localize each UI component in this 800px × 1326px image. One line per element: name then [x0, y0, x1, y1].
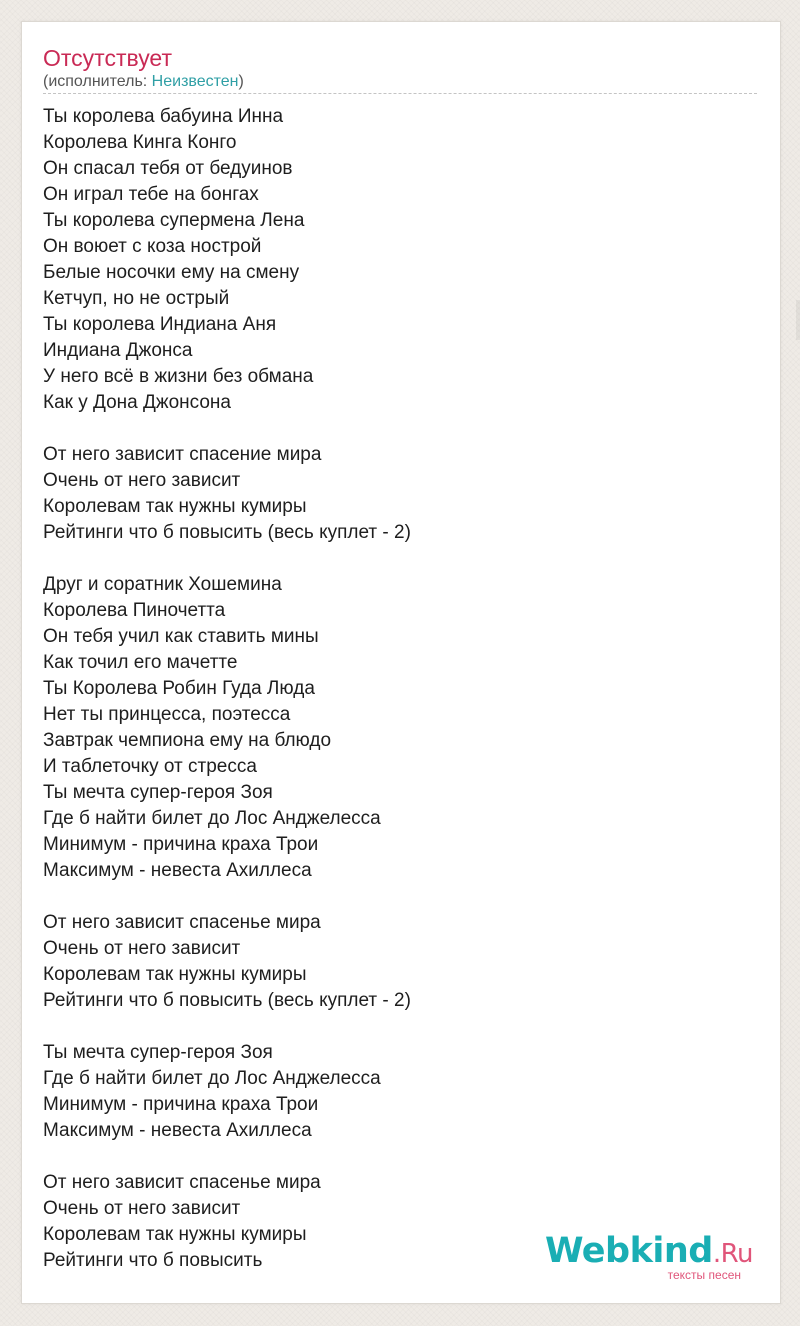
- logo-domain-suffix: .Ru: [712, 1239, 753, 1269]
- lyric-line: Индиана Джонса: [43, 340, 193, 361]
- lyric-line: Рейтинги что б повысить (весь куплет - 2): [43, 522, 411, 543]
- lyric-line: Рейтинги что б повысить: [43, 1250, 263, 1271]
- lyric-line: Как у Дона Джонсона: [43, 392, 231, 413]
- artist-prefix: (исполнитель:: [43, 73, 152, 90]
- artist-link[interactable]: Неизвестен: [151, 73, 239, 90]
- lyric-line: Он воюет с коза нострой: [43, 236, 262, 257]
- lyric-line: Максимум - невеста Ахиллеса: [43, 1120, 312, 1141]
- lyric-line: Максимум - невеста Ахиллеса: [43, 860, 312, 881]
- lyric-line: Ты королева бабуина Инна: [43, 106, 284, 127]
- lyric-line: У него всё в жизни без обмана: [43, 366, 314, 387]
- lyric-line: Где б найти билет до Лос Анджелесса: [43, 808, 381, 829]
- page-edge-shadow: [796, 300, 800, 340]
- logo-tagline: тексты песен: [667, 1268, 741, 1282]
- stanza-break: [43, 1014, 743, 1040]
- lyric-line: Ты Королева Робин Гуда Люда: [43, 678, 315, 699]
- artist-suffix: ): [238, 73, 244, 90]
- lyric-line: Ты мечта супер-героя Зоя: [43, 1042, 273, 1063]
- stanza-break: [43, 416, 743, 442]
- lyric-line: Очень от него зависит: [43, 938, 241, 959]
- lyric-line: Королевам так нужны кумиры: [43, 964, 307, 985]
- lyric-line: Друг и соратник Хошемина: [43, 574, 282, 595]
- lyric-line: От него зависит спасенье мира: [43, 1172, 321, 1193]
- lyric-line: Королевам так нужны кумиры: [43, 496, 307, 517]
- lyric-line: Королевам так нужны кумиры: [43, 1224, 307, 1245]
- stanza-break: [43, 1144, 743, 1170]
- title-divider: [43, 93, 757, 94]
- logo-main-text: Webkind: [544, 1231, 713, 1271]
- lyrics-card: [21, 21, 781, 1304]
- lyric-line: Ты королева супермена Лена: [43, 210, 305, 231]
- lyric-line: Минимум - причина краха Трои: [43, 834, 319, 855]
- lyric-line: Ты мечта супер-героя Зоя: [43, 782, 273, 803]
- lyrics-body: [43, 104, 743, 1274]
- lyric-line: И таблеточку от стресса: [43, 756, 257, 777]
- lyric-line: Очень от него зависит: [43, 470, 241, 491]
- lyric-line: Очень от него зависит: [43, 1198, 241, 1219]
- lyric-line: Королева Пиночетта: [43, 600, 226, 621]
- lyric-line: Минимум - причина краха Трои: [43, 1094, 319, 1115]
- site-logo[interactable]: [544, 1231, 753, 1282]
- lyric-line: Кетчуп, но не острый: [43, 288, 230, 309]
- lyric-line: Нет ты принцесса, поэтесса: [43, 704, 291, 725]
- lyric-line: Королева Кинга Конго: [43, 132, 237, 153]
- lyric-line: От него зависит спасение мира: [43, 444, 322, 465]
- lyric-line: Где б найти билет до Лос Анджелесса: [43, 1068, 381, 1089]
- lyric-line: Он тебя учил как ставить мины: [43, 626, 319, 647]
- song-title: Отсутствует: [43, 45, 172, 71]
- lyric-line: От него зависит спасенье мира: [43, 912, 321, 933]
- lyric-line: Как точил его мачетте: [43, 652, 238, 673]
- artist-line: [43, 72, 244, 92]
- stanza-break: [43, 884, 743, 910]
- lyric-line: Ты королева Индиана Аня: [43, 314, 277, 335]
- lyric-line: Он спасал тебя от бедуинов: [43, 158, 293, 179]
- stanza-break: [43, 546, 743, 572]
- lyric-line: Он играл тебе на бонгах: [43, 184, 259, 205]
- lyric-line: Белые носочки ему на смену: [43, 262, 300, 283]
- lyric-line: Завтрак чемпиона ему на блюдо: [43, 730, 332, 751]
- lyric-line: Рейтинги что б повысить (весь куплет - 2): [43, 990, 411, 1011]
